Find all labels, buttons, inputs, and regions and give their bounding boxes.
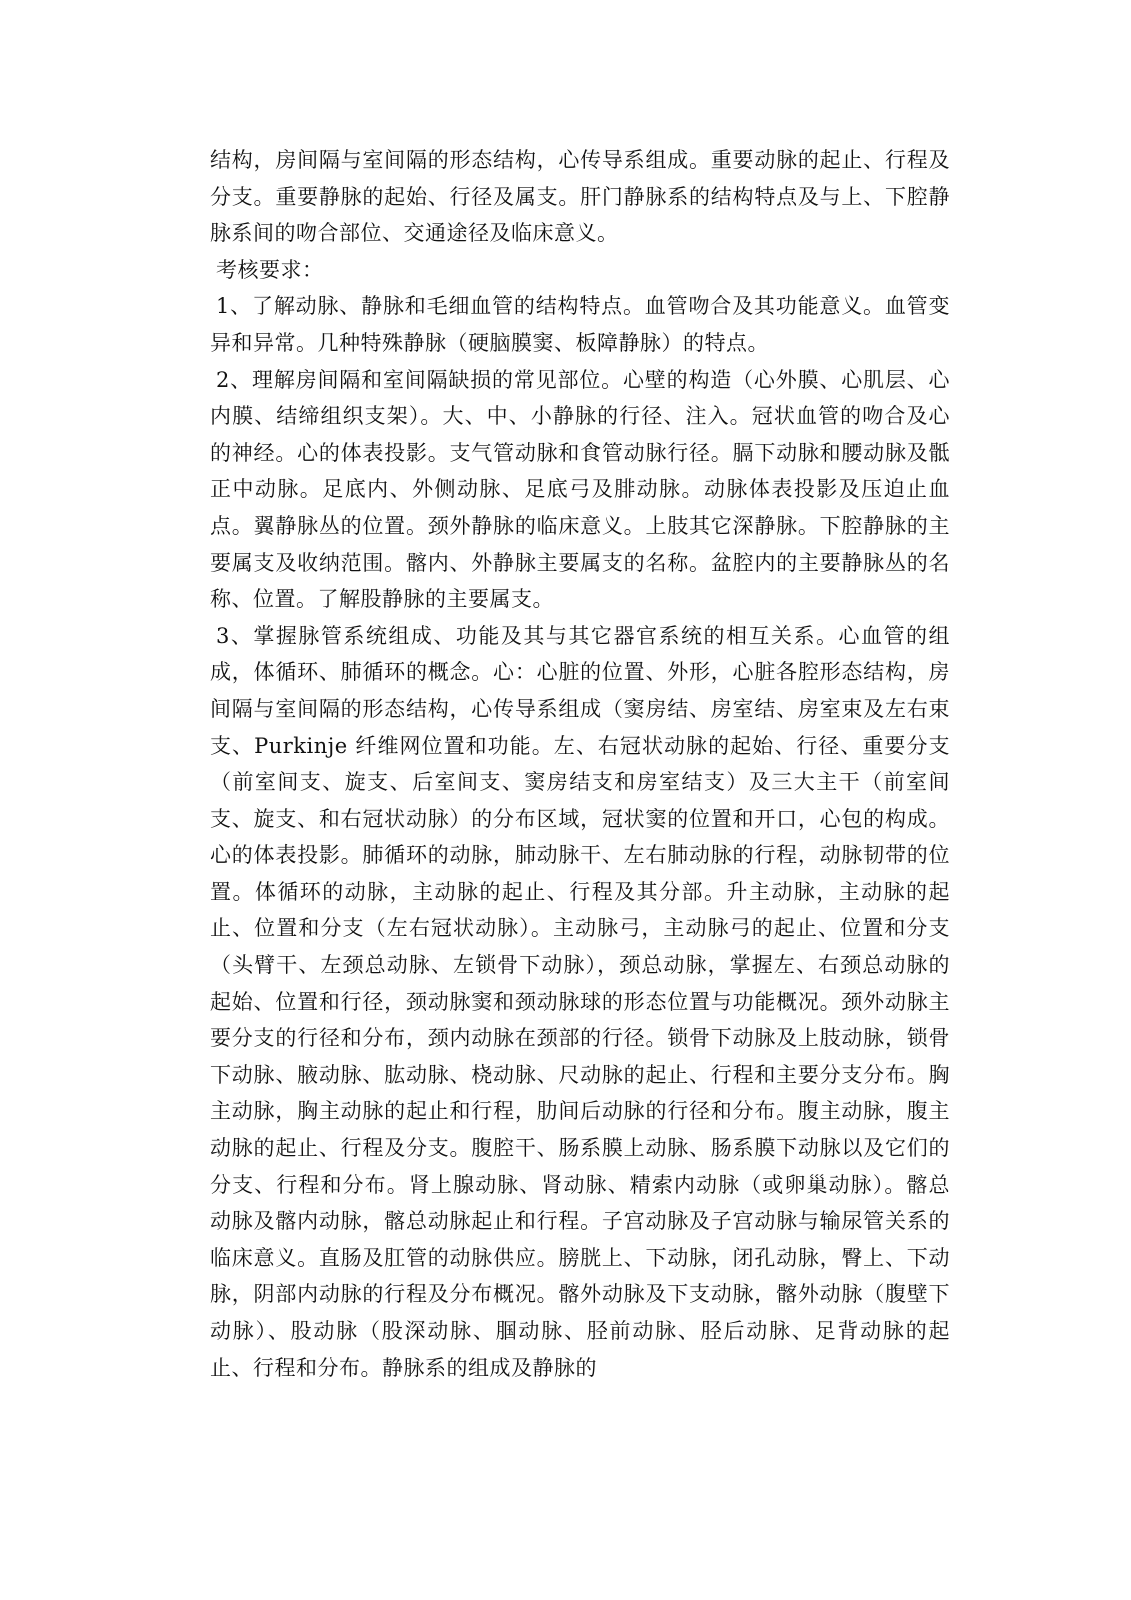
paragraph-requirement-understand: 1、了解动脉、静脉和毛细血管的结构特点。血管吻合及其功能意义。血管变异和异常。几种特殊静脉（硬脑膜窦、板障静脉）的特点。 (210, 294, 950, 355)
paragraph-assessment-heading: 考核要求： (216, 257, 324, 282)
paragraph-continued-structure: 结构，房间隔与室间隔的形态结构，心传导系组成。重要动脉的起止、行程及分支。重要静脉的起始、行径及属支。肝门静脉系的结构特点及与上、下腔静脉系间的吻合部位、交通途径及临床意义。 (210, 148, 950, 246)
paragraph-requirement-master: 3、掌握脉管系统组成、功能及其与其它器官系统的相互关系。心血管的组成，体循环、肺循环的概念。心：心脏的位置、外形，心脏各腔形态结构，房间隔与室间隔的形态结构，心传导系组成（窦房结、房室结、房室束及左右束支、Purkinje 纤维网位置和功能。左、右冠状动脉的起始、行径、重要分支（前室间支、旋支、后室间支、窦房结支和房室结支）及三大主干（前室间支、旋支、和右冠状动脉）的分布区域，冠状窦的位置和开口，心包的构成。心的体表投影。肺循环的动脉，肺动脉干、左右肺动脉的行程，动脉韧带的位置。体循环的动脉，主动脉的起止、行程及其分部。升主动脉，主动脉的起止、位置和分支（左右冠状动脉）。主动脉弓，主动脉弓的起止、位置和分支（头臂干、左颈总动脉、左锁骨下动脉），颈总动脉，掌握左、右颈总动脉的起始、位置和行径，颈动脉窦和颈动脉球的形态位置与功能概况。颈外动脉主要分支的行径和分布，颈内动脉在颈部的行径。锁骨下动脉及上肢动脉，锁骨下动脉、腋动脉、肱动脉、桡动脉、尺动脉的起止、行程和主要分支分布。胸主动脉，胸主动脉的起止和行程，肋间后动脉的行径和分布。腹主动脉，腹主动脉的起止、行程及分支。腹腔干、肠系膜上动脉、肠系膜下动脉以及它们的分支、行程和分布。肾上腺动脉、肾动脉、精索内动脉（或卵巢动脉）。髂总动脉及髂内动脉，髂总动脉起止和行程。子宫动脉及子宫动脉与输尿管关系的临床意义。直肠及肛管的动脉供应。膀胱上、下动脉，闭孔动脉，臀上、下动脉，阴部内动脉的行程及分布概况。髂外动脉及下支动脉，髂外动脉（腹壁下动脉）、股动脉（股深动脉、腘动脉、胫前动脉、胫后动脉、足背动脉的起止、行程和分布。静脉系的组成及静脉的 (210, 623, 950, 1380)
paragraph-requirement-comprehend: 2、理解房间隔和室间隔缺损的常见部位。心壁的构造（心外膜、心肌层、心内膜、结缔组织支架）。大、中、小静脉的行径、注入。冠状血管的吻合及心的神经。心的体表投影。支气管动脉和食管动脉行径。膈下动脉和腰动脉及骶正中动脉。足底内、外侧动脉、足底弓及腓动脉。动脉体表投影及压迫止血点。翼静脉丛的位置。颈外静脉的临床意义。上肢其它深静脉。下腔静脉的主要属支及收纳范围。髂内、外静脉主要属支的名称。盆腔内的主要静脉丛的名称、位置。了解股静脉的主要属支。 (210, 367, 950, 612)
document-body (210, 142, 950, 1386)
